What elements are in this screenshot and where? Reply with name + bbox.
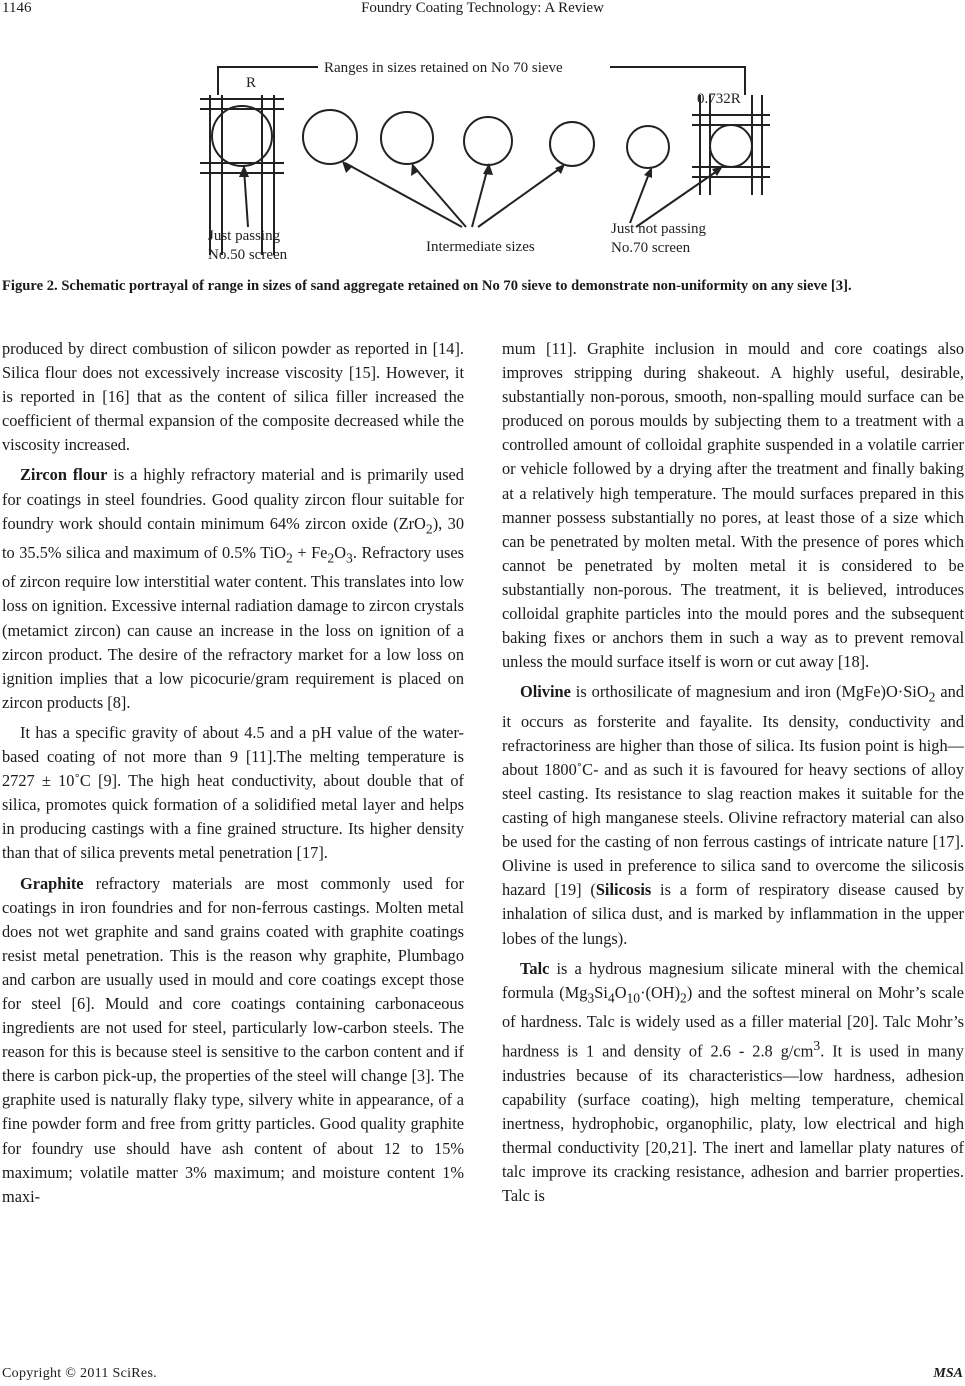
olivine-term: Olivine [520, 682, 571, 702]
just-passing-label: Just passing [208, 228, 281, 244]
silicosis-term: Silicosis [595, 880, 652, 900]
sieve-diagram [200, 55, 770, 267]
talc-term: Talc [520, 958, 550, 978]
page-header [0, 0, 965, 20]
journal-name: MSA [933, 1366, 963, 1381]
right-column [502, 337, 964, 1208]
silica-paragraph: produced by direct combustion of silicon powder as reported in [14]. Silica flour does not excessively increase viscosity [15]. However, it is reported in [16] that as the content of silica filler increased the coefficient of thermal expansion of the composite decreased while the viscosity increased. [2, 339, 464, 455]
olivine-paragraph: Olivine is orthosilicate of magnesium and iron (MgFe)O·SiO$_2$ and it occurs as forsterite and fayalite. Its density, conductivity and refractoriness are higher than those of silica. Its fusion point is high—about 1800˚C- and as such it is favoured for heavy sections of alloy steel casting. Its resistance to slag reaction makes it suitable for the casting of high manganese steels. Olivine refractory material can also be used for the casting of non ferrous castings of intricate nature [17]. Olivine is used in preference to silica sand to overcome the silicosis hazard [19] (Silicosis is a form of respiratory disease caused by inhalation of silica dust, and is marked by inflammation in the upper lobes of the lungs). [502, 682, 964, 948]
radius-label: R [246, 75, 257, 91]
range-label: Ranges in sizes retained on No 70 sieve [324, 60, 563, 76]
page-footer [0, 1366, 965, 1384]
graphite-paragraph: Graphite refractory materials are most commonly used for coatings in iron foundries and for non-ferrous castings. Molten metal does not wet graphite and sand grains coated with graphite coatings resist metal penetration. This is the reason why graphite, Plumbago and carbon are usually used in mould and core coatings except those for steel [6]. Mould and core coatings containing carbonaceous ingredients are not used for steel, particularly low-carbon steels. The reason for this is because steel is sensitive to the carbon content and if there is carbon pick-up, the properties of the steel will change [3]. The graphite used is naturally flaky type, silvery white in appearance, of a fine powder form and free from gritty particles. Good quality graphite for foundry use should have ash content of about 12 to 15% maximum; volatile matter 3% maximum; and moisture content 1% maxi- [2, 873, 464, 1206]
just-not-passing-label: Just not passing [611, 221, 707, 237]
intermediate-label: Intermediate sizes [426, 239, 535, 255]
figure-caption: Figure 2. Schematic portrayal of range in sizes of sand aggregate retained on No 70 sieve to demonstrate non-uniformity on any sieve [3]. [2, 278, 852, 294]
figure-2 [200, 55, 770, 267]
zircon-properties-paragraph: It has a specific gravity of about 4.5 and a pH value of the water-based coating of not more than 9 [11].The melting temperature is 2727 ± 10˚C [9]. The high heat conductivity, about double that of silica, promotes quick formation of a solidified metal layer and helps in producing castings with a fine grained structure. Its higher density than that of silica prevents metal penetration [17]. [2, 722, 464, 863]
graphite-continued-paragraph: mum [11]. Graphite inclusion in mould and core coatings also improves stripping during shakeout. A highly useful, desirable, substantially non-porous, smooth, non-spalling mould surface can be produced on porous moulds by subjecting them to a treatment with a controlled amount of colloidal graphite suspended in a volatile carrier or vehicle followed by a drying after the treatment and finally baking at a relatively high temperature. The mould surfaces prepared in this manner possess substantially no pores, at least those of a size which can be penetrated by molten metal. With the presence of pores which cannot be penetrated by molten metal it is considered to be substantially non-porous. The treatment, it is believed, introduces colloidal graphite particles into the mould pores and the subsequent baking fixes or anchors them in such a way as to prevent removal unless the mould surface itself is worn or cut away [18]. [502, 339, 964, 672]
copyright-notice: Copyright © 2011 SciRes. [2, 1366, 157, 1381]
intermediate-grains [303, 110, 669, 168]
page-number: 1146 [2, 0, 32, 16]
zircon-term: Zircon flour [20, 465, 108, 485]
no70-label: No.70 screen [611, 240, 691, 256]
zircon-paragraph: Zircon flour is a highly refractory material and is primarily used for coatings in steel foundries. Good quality zircon flour suitable for foundry work should contain minimum 64% zircon oxide (ZrO$_2$), 30 to 35.5% silica and maximum of 0.5% $TiO_2 + Fe_2O_3$. Refractory uses of zircon require low interstitial water content. This translates into low loss on ignition. Excessive internal radiation damage to zircon crystals (metamict zircon) can cause an increase in the loss on ignition of a zircon product. The desire of the refractory market for a low loss on ignition implies that a low picocurie/gram requirement is placed on zircon products [8]. [2, 465, 464, 712]
ratio-label: 0.732R [697, 91, 741, 107]
no50-label: No.50 screen [208, 247, 288, 263]
graphite-term: Graphite [20, 873, 84, 893]
running-title: Foundry Coating Technology: A Review [361, 0, 604, 16]
talc-paragraph: Talc is a hydrous magnesium silicate mineral with the chemical formula $(Mg_3Si_4O_{10}\cdot(OH)_2)$ and the softest mineral on Mohr’s scale of hardness. Talc is widely used as a filler material [20]. Talc Mohr’s hardness is 1 and density of 2.6 - 2.8 $g/cm^3$. It is used in many industries because of its characteristics—low hardness, adhesion capability (surface coating), high melting temperature, chemical inertness, hydrophobic, organophilic, platy, low electrical and high thermal conductivity [20,21]. The inert and lamellar platy natures of talc improve its cracking resistance, adhesion and barrier properties. Talc is [502, 958, 964, 1206]
left-column [2, 337, 464, 1209]
